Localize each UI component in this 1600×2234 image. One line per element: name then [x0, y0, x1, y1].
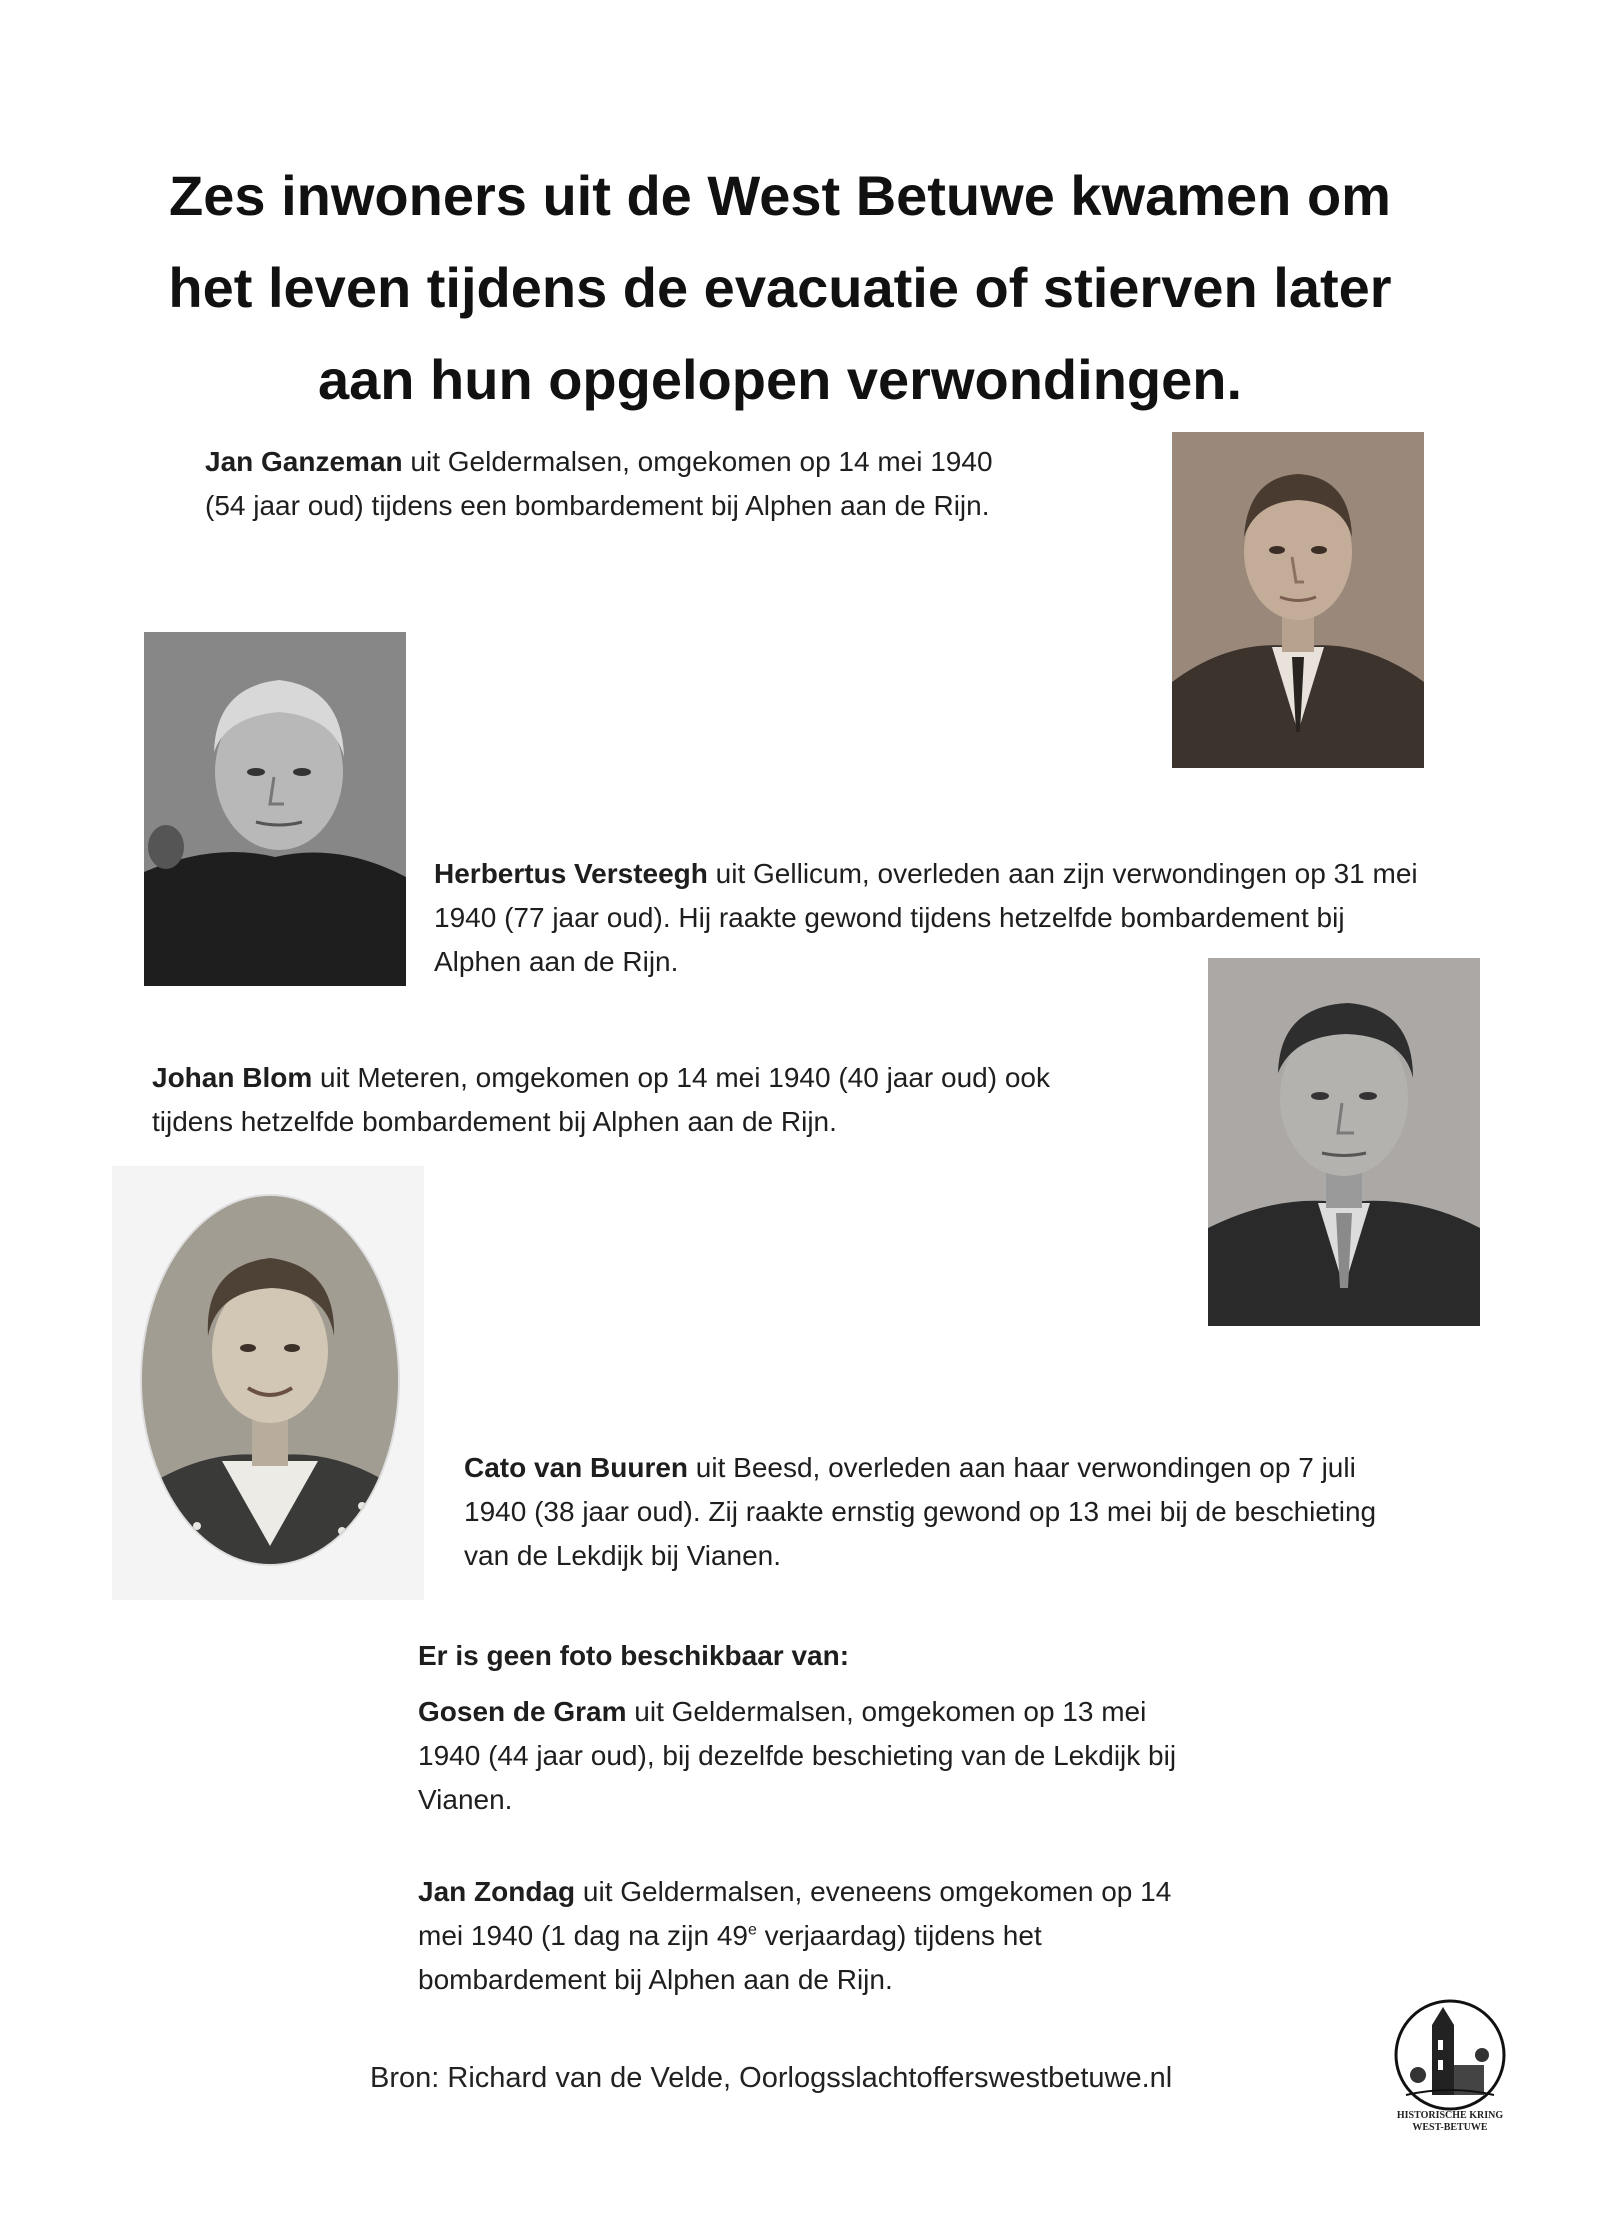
portrait-herbertus-versteegh [144, 632, 406, 986]
no-photo-heading: Er is geen foto beschikbaar van: [418, 1640, 850, 1671]
logo-caption [1370, 2110, 1530, 2134]
person-text: van de Lekdijk bij Vianen. [464, 1540, 782, 1571]
person-text: (54 jaar oud) tijdens een bombardement bij Alphen aan de Rijn. [205, 490, 990, 521]
page-title [100, 150, 1460, 426]
person-entry-van-buuren [464, 1446, 1376, 1578]
historische-kring-logo [1390, 1995, 1510, 2125]
person-entry-zondag [418, 1870, 1171, 2002]
person-name: Herbertus Versteegh [434, 858, 708, 889]
person-name: Jan Ganzeman [205, 446, 403, 477]
portrait-jan-ganzeman [1172, 432, 1424, 768]
person-name: Johan Blom [152, 1062, 313, 1093]
person-name: Gosen de Gram [418, 1696, 627, 1727]
person-text: uit Geldermalsen, omgekomen op 13 mei [626, 1696, 1147, 1727]
title-line-3: aan hun opgelopen verwondingen. [317, 348, 1243, 411]
person-entry-blom [152, 1056, 1050, 1144]
title-line-1: Zes inwoners uit de West Betuwe kwamen om [169, 164, 1391, 227]
person-text: 1940 (77 jaar oud). Hij raakte gewond tijdens hetzelfde bombardement bij [434, 902, 1345, 933]
person-entry-de-gram [418, 1690, 1176, 1822]
person-text: uit Geldermalsen, eveneens omgekomen op 14 [575, 1876, 1172, 1907]
person-text: Vianen. [418, 1784, 513, 1815]
title-line-2: het leven tijdens de evacuatie of stierven later [168, 256, 1392, 319]
person-text: verjaardag) tijdens het [756, 1920, 1042, 1951]
person-text: uit Gellicum, overleden aan zijn verwondingen op 31 mei [707, 858, 1418, 889]
person-text: tijdens hetzelfde bombardement bij Alphen aan de Rijn. [152, 1106, 837, 1137]
person-text: Alphen aan de Rijn. [434, 946, 679, 977]
person-text: uit Beesd, overleden aan haar verwondingen op 7 juli [688, 1452, 1356, 1483]
portrait-johan-blom [1208, 958, 1480, 1326]
person-text: uit Geldermalsen, omgekomen op 14 mei 1940 [402, 446, 993, 477]
portrait-cato-van-buuren [112, 1166, 424, 1600]
logo-line-1: HISTORISCHE KRING [1396, 2110, 1504, 2121]
person-text: uit Meteren, omgekomen op 14 mei 1940 (40 jaar oud) ook [312, 1062, 1050, 1093]
logo-line-2: WEST-BETUWE [1412, 2122, 1488, 2133]
person-entry-ganzeman [205, 440, 993, 528]
person-text: bombardement bij Alphen aan de Rijn. [418, 1964, 893, 1995]
person-name: Jan Zondag [418, 1876, 576, 1907]
superscript: e [748, 1921, 757, 1939]
person-text: 1940 (44 jaar oud), bij dezelfde beschieting van de Lekdijk bij [418, 1740, 1177, 1771]
source-credit: Bron: Richard van de Velde, Oorlogsslachtofferswestbetuwe.nl [370, 2062, 1173, 2094]
person-text: mei 1940 (1 dag na zijn 49 [418, 1920, 748, 1951]
person-name: Cato van Buuren [464, 1452, 689, 1483]
person-text: 1940 (38 jaar oud). Zij raakte ernstig gewond op 13 mei bij de beschieting [464, 1496, 1377, 1527]
